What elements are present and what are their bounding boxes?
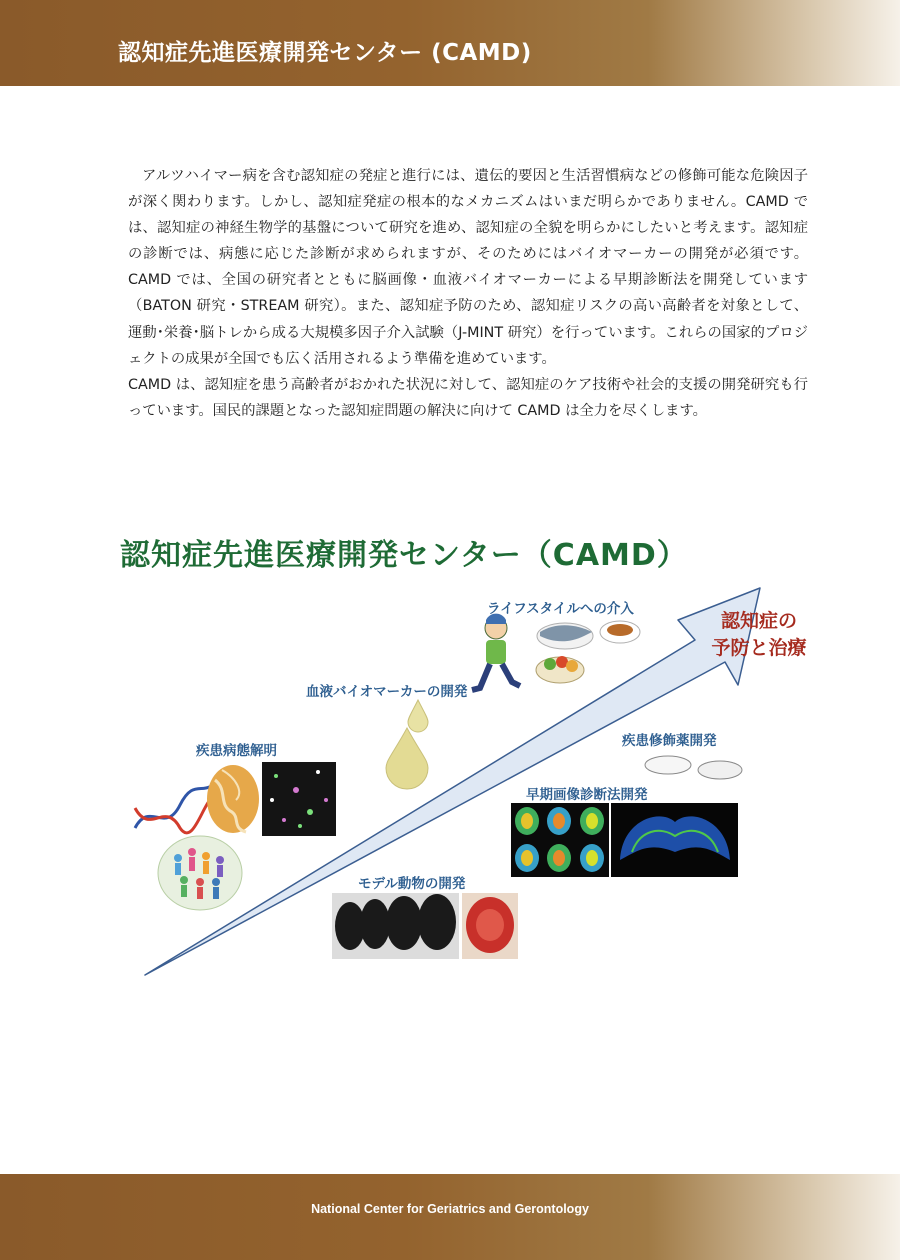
pet-scan-image [511, 803, 609, 877]
goal-label [704, 608, 814, 662]
retina-photo [462, 893, 518, 959]
intro-paragraph-1: アルツハイマー病を含む認知症の発症と進行には、遺伝的要因と生活習慣病などの修飾可能な危険因子が深く関わります。しかし、認知症発症の根本的なメカニズムはいまだ明らかでありません。CAMD では、認知症の神経生物学的基盤について研究を進め、認知症の全貌を明らかにしたいと考えます。認知症の診断では、病態に応じた診断が求められますが、そのためにはバイオマーカーの開発が必須です。CAMD では、全国の研究者とともに脳画像・血液バイオマーカーによる早期診断法を開発しています（BATON 研究・STREAM 研究）。また、認知症予防のため、認知症リスクの高い高齢者を対象として、運動･栄養･脳トレから成る大規模多因子介入試験（J-MINT 研究）を行っています。これらの国家的プロジェクトの成果が全国でも広く活用されるよう準備を進めています。 [128, 168, 808, 367]
intro-paragraph-2: CAMD は、認知症を患う高齢者がおかれた状況に対して、認知症のケア技術や社会的支援の開発研究も行っています。国民的課題となった認知症問題の解決に向けて CAMD は全力を尽くします。 [128, 376, 808, 419]
brain-section-image [611, 803, 738, 877]
dna-helix-icon [135, 778, 218, 833]
salad-icon [536, 656, 584, 683]
fish-dish-icon [537, 623, 593, 649]
label-lifestyle: ライフスタイルへの介入 [487, 601, 634, 617]
footer-bar [0, 1174, 900, 1260]
microscopy-image [262, 762, 336, 836]
blood-drop-icon [386, 700, 428, 789]
goal-line-1: 認知症の [720, 610, 797, 632]
diagram-title: 認知症先進医療開発センター（CAMD） [120, 538, 688, 573]
goal-line-2: 予防と治療 [711, 637, 807, 659]
label-model-animal: モデル動物の開発 [358, 876, 466, 892]
tablet-icon [645, 756, 742, 779]
food-bowl-icon [600, 621, 640, 643]
label-pathology: 疾患病態解明 [196, 743, 277, 759]
label-drug-development: 疾患修飾薬開発 [622, 733, 717, 749]
footer-org-name: National Center for Geriatrics and Gerontology [311, 1202, 589, 1216]
mice-photo [332, 893, 459, 959]
label-imaging: 早期画像診断法開発 [526, 787, 648, 803]
people-group-icon [158, 836, 242, 910]
brain-slice-image [207, 765, 259, 833]
label-blood-biomarker: 血液バイオマーカーの開発 [306, 684, 468, 700]
runner-icon [472, 614, 520, 690]
page-title: 認知症先進医療開発センター (CAMD) [118, 40, 532, 66]
